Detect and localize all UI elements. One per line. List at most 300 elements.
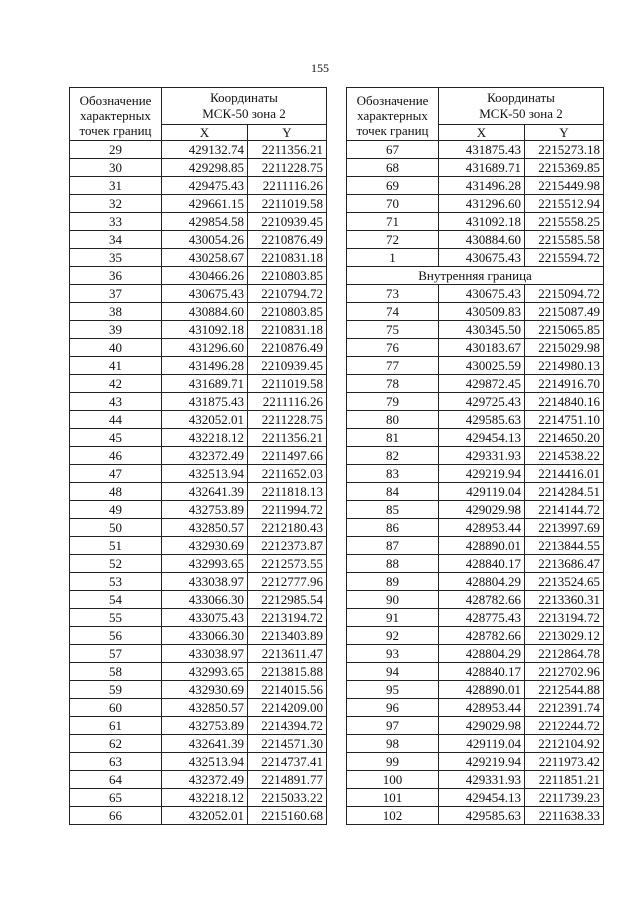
table-row — [347, 807, 604, 825]
table-row — [70, 483, 327, 501]
table-row — [347, 771, 604, 789]
point-id: 77 — [347, 357, 439, 375]
y-coordinate: 2210939.45 — [248, 357, 327, 375]
point-id: 66 — [70, 807, 162, 825]
x-coordinate: 431875.43 — [439, 141, 525, 159]
x-coordinate: 428804.29 — [439, 573, 525, 591]
x-coordinate: 431092.18 — [439, 213, 525, 231]
x-coordinate: 432513.94 — [162, 753, 248, 771]
table-row — [347, 303, 604, 321]
table-row — [347, 447, 604, 465]
y-coordinate: 2213686.47 — [525, 555, 604, 573]
x-coordinate: 428840.17 — [439, 555, 525, 573]
y-coordinate: 2215594.72 — [525, 249, 604, 267]
point-id: 38 — [70, 303, 162, 321]
table-row — [347, 393, 604, 411]
table-row — [347, 429, 604, 447]
x-coordinate: 430675.43 — [439, 285, 525, 303]
point-id: 50 — [70, 519, 162, 537]
table-row — [347, 735, 604, 753]
table-row — [347, 159, 604, 177]
y-coordinate: 2211994.72 — [248, 501, 327, 519]
point-id: 39 — [70, 321, 162, 339]
x-coordinate: 429119.04 — [439, 735, 525, 753]
table-row — [347, 555, 604, 573]
table-row — [347, 177, 604, 195]
x-coordinate: 429454.13 — [439, 789, 525, 807]
y-coordinate: 2211638.33 — [525, 807, 604, 825]
point-id: 54 — [70, 591, 162, 609]
y-coordinate: 2214751.10 — [525, 411, 604, 429]
y-coordinate: 2213194.72 — [248, 609, 327, 627]
y-coordinate: 2212864.78 — [525, 645, 604, 663]
point-id: 90 — [347, 591, 439, 609]
page-number: 155 — [311, 61, 329, 75]
point-id: 80 — [347, 411, 439, 429]
point-id: 68 — [347, 159, 439, 177]
table-row — [347, 699, 604, 717]
x-coordinate: 429331.93 — [439, 771, 525, 789]
y-coordinate: 2214144.72 — [525, 501, 604, 519]
y-coordinate: 2213403.89 — [248, 627, 327, 645]
point-id: 46 — [70, 447, 162, 465]
y-coordinate: 2215094.72 — [525, 285, 604, 303]
y-coordinate: 2212544.88 — [525, 681, 604, 699]
point-id: 62 — [70, 735, 162, 753]
point-id: 86 — [347, 519, 439, 537]
x-coordinate: 430675.43 — [162, 285, 248, 303]
y-coordinate: 2214416.01 — [525, 465, 604, 483]
table-row — [70, 465, 327, 483]
y-coordinate: 2212777.96 — [248, 573, 327, 591]
table-row — [347, 465, 604, 483]
point-id: 71 — [347, 213, 439, 231]
point-id: 95 — [347, 681, 439, 699]
y-coordinate: 2214891.77 — [248, 771, 327, 789]
x-coordinate: 428890.01 — [439, 537, 525, 555]
x-coordinate: 429132.74 — [162, 141, 248, 159]
y-coordinate: 2210876.49 — [248, 231, 327, 249]
point-id: 89 — [347, 573, 439, 591]
x-coordinate: 432850.57 — [162, 699, 248, 717]
x-coordinate: 432993.65 — [162, 555, 248, 573]
x-coordinate: 430675.43 — [439, 249, 525, 267]
point-id: 81 — [347, 429, 439, 447]
x-coordinate: 428890.01 — [439, 681, 525, 699]
section-row — [347, 267, 604, 285]
y-coordinate: 2210939.45 — [248, 213, 327, 231]
table-row — [347, 573, 604, 591]
y-coordinate: 2212104.92 — [525, 735, 604, 753]
x-coordinate: 429119.04 — [439, 483, 525, 501]
table-row — [70, 231, 327, 249]
point-id: 1 — [347, 249, 439, 267]
header-x: X — [162, 125, 248, 141]
point-id: 102 — [347, 807, 439, 825]
x-coordinate: 428782.66 — [439, 627, 525, 645]
point-id: 65 — [70, 789, 162, 807]
table-row — [70, 321, 327, 339]
point-id: 97 — [347, 717, 439, 735]
y-coordinate: 2215558.25 — [525, 213, 604, 231]
x-coordinate: 433075.43 — [162, 609, 248, 627]
table-row — [347, 285, 604, 303]
point-id: 47 — [70, 465, 162, 483]
point-id: 30 — [70, 159, 162, 177]
x-coordinate: 429029.98 — [439, 501, 525, 519]
table-row — [70, 141, 327, 159]
point-id: 87 — [347, 537, 439, 555]
point-id: 56 — [70, 627, 162, 645]
x-coordinate: 431496.28 — [439, 177, 525, 195]
x-coordinate: 432513.94 — [162, 465, 248, 483]
table-row — [70, 573, 327, 591]
y-coordinate: 2211739.23 — [525, 789, 604, 807]
y-coordinate: 2212985.54 — [248, 591, 327, 609]
y-coordinate: 2210831.18 — [248, 321, 327, 339]
x-coordinate: 430509.83 — [439, 303, 525, 321]
x-coordinate: 429661.15 — [162, 195, 248, 213]
table-row — [70, 213, 327, 231]
table-row — [70, 357, 327, 375]
x-coordinate: 433066.30 — [162, 591, 248, 609]
x-coordinate: 429219.94 — [439, 465, 525, 483]
y-coordinate: 2215033.22 — [248, 789, 327, 807]
y-coordinate: 2211019.58 — [248, 375, 327, 393]
y-coordinate: 2214650.20 — [525, 429, 604, 447]
header-point-label: Обозначение характерных точек границ — [347, 88, 439, 141]
x-coordinate: 432218.12 — [162, 429, 248, 447]
point-id: 84 — [347, 483, 439, 501]
x-coordinate: 431875.43 — [162, 393, 248, 411]
x-coordinate: 429475.43 — [162, 177, 248, 195]
right-table-body — [347, 141, 604, 825]
x-coordinate: 432930.69 — [162, 537, 248, 555]
y-coordinate: 2214284.51 — [525, 483, 604, 501]
point-id: 59 — [70, 681, 162, 699]
point-id: 49 — [70, 501, 162, 519]
point-id: 74 — [347, 303, 439, 321]
point-id: 63 — [70, 753, 162, 771]
table-row — [70, 537, 327, 555]
y-coordinate: 2210803.85 — [248, 267, 327, 285]
x-coordinate: 429725.43 — [439, 393, 525, 411]
x-coordinate: 432641.39 — [162, 483, 248, 501]
y-coordinate: 2215273.18 — [525, 141, 604, 159]
x-coordinate: 429585.63 — [439, 411, 525, 429]
table-row — [347, 627, 604, 645]
x-coordinate: 429331.93 — [439, 447, 525, 465]
y-coordinate: 2214015.56 — [248, 681, 327, 699]
point-id: 76 — [347, 339, 439, 357]
y-coordinate: 2211356.21 — [248, 429, 327, 447]
y-coordinate: 2211973.42 — [525, 753, 604, 771]
point-id: 70 — [347, 195, 439, 213]
point-id: 32 — [70, 195, 162, 213]
point-id: 93 — [347, 645, 439, 663]
x-coordinate: 432052.01 — [162, 807, 248, 825]
table-row — [347, 483, 604, 501]
point-id: 72 — [347, 231, 439, 249]
point-id: 75 — [347, 321, 439, 339]
header-point-label: Обозначение характерных точек границ — [70, 88, 162, 141]
y-coordinate: 2212180.43 — [248, 519, 327, 537]
x-coordinate: 431689.71 — [439, 159, 525, 177]
point-id: 48 — [70, 483, 162, 501]
x-coordinate: 432641.39 — [162, 735, 248, 753]
table-row — [347, 249, 604, 267]
table-row — [347, 213, 604, 231]
y-coordinate: 2215160.68 — [248, 807, 327, 825]
x-coordinate: 428782.66 — [439, 591, 525, 609]
y-coordinate: 2213611.47 — [248, 645, 327, 663]
x-coordinate: 430025.59 — [439, 357, 525, 375]
table-row — [70, 735, 327, 753]
table-row — [347, 357, 604, 375]
table-row — [347, 195, 604, 213]
coordinates-table-right — [346, 87, 604, 825]
point-id: 64 — [70, 771, 162, 789]
coordinates-table-left — [69, 87, 327, 825]
table-row — [70, 249, 327, 267]
table-row — [347, 663, 604, 681]
point-id: 43 — [70, 393, 162, 411]
point-id: 79 — [347, 393, 439, 411]
y-coordinate: 2214737.41 — [248, 753, 327, 771]
point-id: 34 — [70, 231, 162, 249]
y-coordinate: 2211497.66 — [248, 447, 327, 465]
left-table-body — [70, 141, 327, 825]
y-coordinate: 2215065.85 — [525, 321, 604, 339]
x-coordinate: 430054.26 — [162, 231, 248, 249]
y-coordinate: 2211356.21 — [248, 141, 327, 159]
y-coordinate: 2215449.98 — [525, 177, 604, 195]
x-coordinate: 429585.63 — [439, 807, 525, 825]
x-coordinate: 431296.60 — [439, 195, 525, 213]
table-row — [347, 609, 604, 627]
x-coordinate: 432850.57 — [162, 519, 248, 537]
table-row — [347, 231, 604, 249]
y-coordinate: 2215029.98 — [525, 339, 604, 357]
x-coordinate: 428840.17 — [439, 663, 525, 681]
x-coordinate: 430345.50 — [439, 321, 525, 339]
table-row — [70, 339, 327, 357]
point-id: 61 — [70, 717, 162, 735]
header-y: Y — [248, 125, 327, 141]
table-row — [70, 159, 327, 177]
x-coordinate: 432753.89 — [162, 501, 248, 519]
y-coordinate: 2215512.94 — [525, 195, 604, 213]
x-coordinate: 430183.67 — [439, 339, 525, 357]
point-id: 78 — [347, 375, 439, 393]
table-row — [70, 717, 327, 735]
table-row — [70, 447, 327, 465]
y-coordinate: 2211116.26 — [248, 177, 327, 195]
x-coordinate: 432753.89 — [162, 717, 248, 735]
point-id: 29 — [70, 141, 162, 159]
point-id: 37 — [70, 285, 162, 303]
x-coordinate: 429872.45 — [439, 375, 525, 393]
y-coordinate: 2214394.72 — [248, 717, 327, 735]
y-coordinate: 2210876.49 — [248, 339, 327, 357]
x-coordinate: 430884.60 — [439, 231, 525, 249]
point-id: 52 — [70, 555, 162, 573]
y-coordinate: 2211851.21 — [525, 771, 604, 789]
table-row — [70, 303, 327, 321]
point-id: 88 — [347, 555, 439, 573]
point-id: 58 — [70, 663, 162, 681]
point-id: 98 — [347, 735, 439, 753]
y-coordinate: 2213815.88 — [248, 663, 327, 681]
table-row — [70, 699, 327, 717]
point-id: 99 — [347, 753, 439, 771]
point-id: 31 — [70, 177, 162, 195]
y-coordinate: 2213844.55 — [525, 537, 604, 555]
x-coordinate: 433066.30 — [162, 627, 248, 645]
table-row — [70, 609, 327, 627]
y-coordinate: 2212373.87 — [248, 537, 327, 555]
table-row — [70, 789, 327, 807]
point-id: 85 — [347, 501, 439, 519]
point-id: 35 — [70, 249, 162, 267]
x-coordinate: 431689.71 — [162, 375, 248, 393]
y-coordinate: 2210831.18 — [248, 249, 327, 267]
y-coordinate: 2210803.85 — [248, 303, 327, 321]
table-row — [70, 591, 327, 609]
point-id: 33 — [70, 213, 162, 231]
table-row — [347, 717, 604, 735]
table-row — [347, 753, 604, 771]
point-id: 41 — [70, 357, 162, 375]
x-coordinate: 429298.85 — [162, 159, 248, 177]
y-coordinate: 2213997.69 — [525, 519, 604, 537]
table-row — [347, 321, 604, 339]
table-row — [70, 663, 327, 681]
point-id: 60 — [70, 699, 162, 717]
table-row — [70, 411, 327, 429]
header-y: Y — [525, 125, 604, 141]
point-id: 73 — [347, 285, 439, 303]
x-coordinate: 428953.44 — [439, 519, 525, 537]
y-coordinate: 2214209.00 — [248, 699, 327, 717]
header-coordinates: Координаты МСК-50 зона 2 — [162, 88, 327, 125]
point-id: 55 — [70, 609, 162, 627]
table-row — [70, 681, 327, 699]
table-row — [347, 339, 604, 357]
y-coordinate: 2212702.96 — [525, 663, 604, 681]
inner-boundary-label: Внутренняя граница — [347, 267, 604, 285]
table-row — [70, 519, 327, 537]
x-coordinate: 431296.60 — [162, 339, 248, 357]
y-coordinate: 2212391.74 — [525, 699, 604, 717]
y-coordinate: 2211116.26 — [248, 393, 327, 411]
x-coordinate: 430884.60 — [162, 303, 248, 321]
point-id: 82 — [347, 447, 439, 465]
y-coordinate: 2213194.72 — [525, 609, 604, 627]
y-coordinate: 2214840.16 — [525, 393, 604, 411]
point-id: 40 — [70, 339, 162, 357]
y-coordinate: 2213524.65 — [525, 573, 604, 591]
y-coordinate: 2215585.58 — [525, 231, 604, 249]
y-coordinate: 2215369.85 — [525, 159, 604, 177]
point-id: 57 — [70, 645, 162, 663]
table-row — [347, 645, 604, 663]
x-coordinate: 432372.49 — [162, 447, 248, 465]
y-coordinate: 2211652.03 — [248, 465, 327, 483]
y-coordinate: 2214916.70 — [525, 375, 604, 393]
y-coordinate: 2211228.75 — [248, 411, 327, 429]
table-row — [347, 501, 604, 519]
y-coordinate: 2214571.30 — [248, 735, 327, 753]
point-id: 91 — [347, 609, 439, 627]
table-row — [347, 411, 604, 429]
x-coordinate: 429219.94 — [439, 753, 525, 771]
x-coordinate: 432218.12 — [162, 789, 248, 807]
table-row — [70, 771, 327, 789]
x-coordinate: 433038.97 — [162, 573, 248, 591]
table-row — [347, 519, 604, 537]
table-row — [70, 429, 327, 447]
x-coordinate: 432993.65 — [162, 663, 248, 681]
x-coordinate: 430466.26 — [162, 267, 248, 285]
x-coordinate: 428953.44 — [439, 699, 525, 717]
x-coordinate: 429454.13 — [439, 429, 525, 447]
x-coordinate: 432930.69 — [162, 681, 248, 699]
y-coordinate: 2213360.31 — [525, 591, 604, 609]
table-row — [347, 537, 604, 555]
y-coordinate: 2214538.22 — [525, 447, 604, 465]
point-id: 69 — [347, 177, 439, 195]
table-row — [70, 393, 327, 411]
table-row — [347, 141, 604, 159]
table-row — [347, 591, 604, 609]
x-coordinate: 432052.01 — [162, 411, 248, 429]
y-coordinate: 2211818.13 — [248, 483, 327, 501]
header-x: X — [439, 125, 525, 141]
table-row — [70, 501, 327, 519]
point-id: 45 — [70, 429, 162, 447]
point-id: 51 — [70, 537, 162, 555]
table-row — [347, 681, 604, 699]
x-coordinate: 433038.97 — [162, 645, 248, 663]
y-coordinate: 2212573.55 — [248, 555, 327, 573]
point-id: 44 — [70, 411, 162, 429]
table-row — [70, 195, 327, 213]
point-id: 92 — [347, 627, 439, 645]
x-coordinate: 429029.98 — [439, 717, 525, 735]
y-coordinate: 2212244.72 — [525, 717, 604, 735]
point-id: 53 — [70, 573, 162, 591]
header-coordinates: Координаты МСК-50 зона 2 — [439, 88, 604, 125]
table-row — [70, 645, 327, 663]
point-id: 96 — [347, 699, 439, 717]
x-coordinate: 432372.49 — [162, 771, 248, 789]
table-row — [347, 375, 604, 393]
x-coordinate: 431092.18 — [162, 321, 248, 339]
x-coordinate: 430258.67 — [162, 249, 248, 267]
point-id: 101 — [347, 789, 439, 807]
point-id: 100 — [347, 771, 439, 789]
table-row — [70, 285, 327, 303]
table-row — [70, 177, 327, 195]
table-row — [70, 555, 327, 573]
y-coordinate: 2213029.12 — [525, 627, 604, 645]
point-id: 83 — [347, 465, 439, 483]
table-row — [70, 627, 327, 645]
table-row — [70, 807, 327, 825]
point-id: 67 — [347, 141, 439, 159]
point-id: 36 — [70, 267, 162, 285]
